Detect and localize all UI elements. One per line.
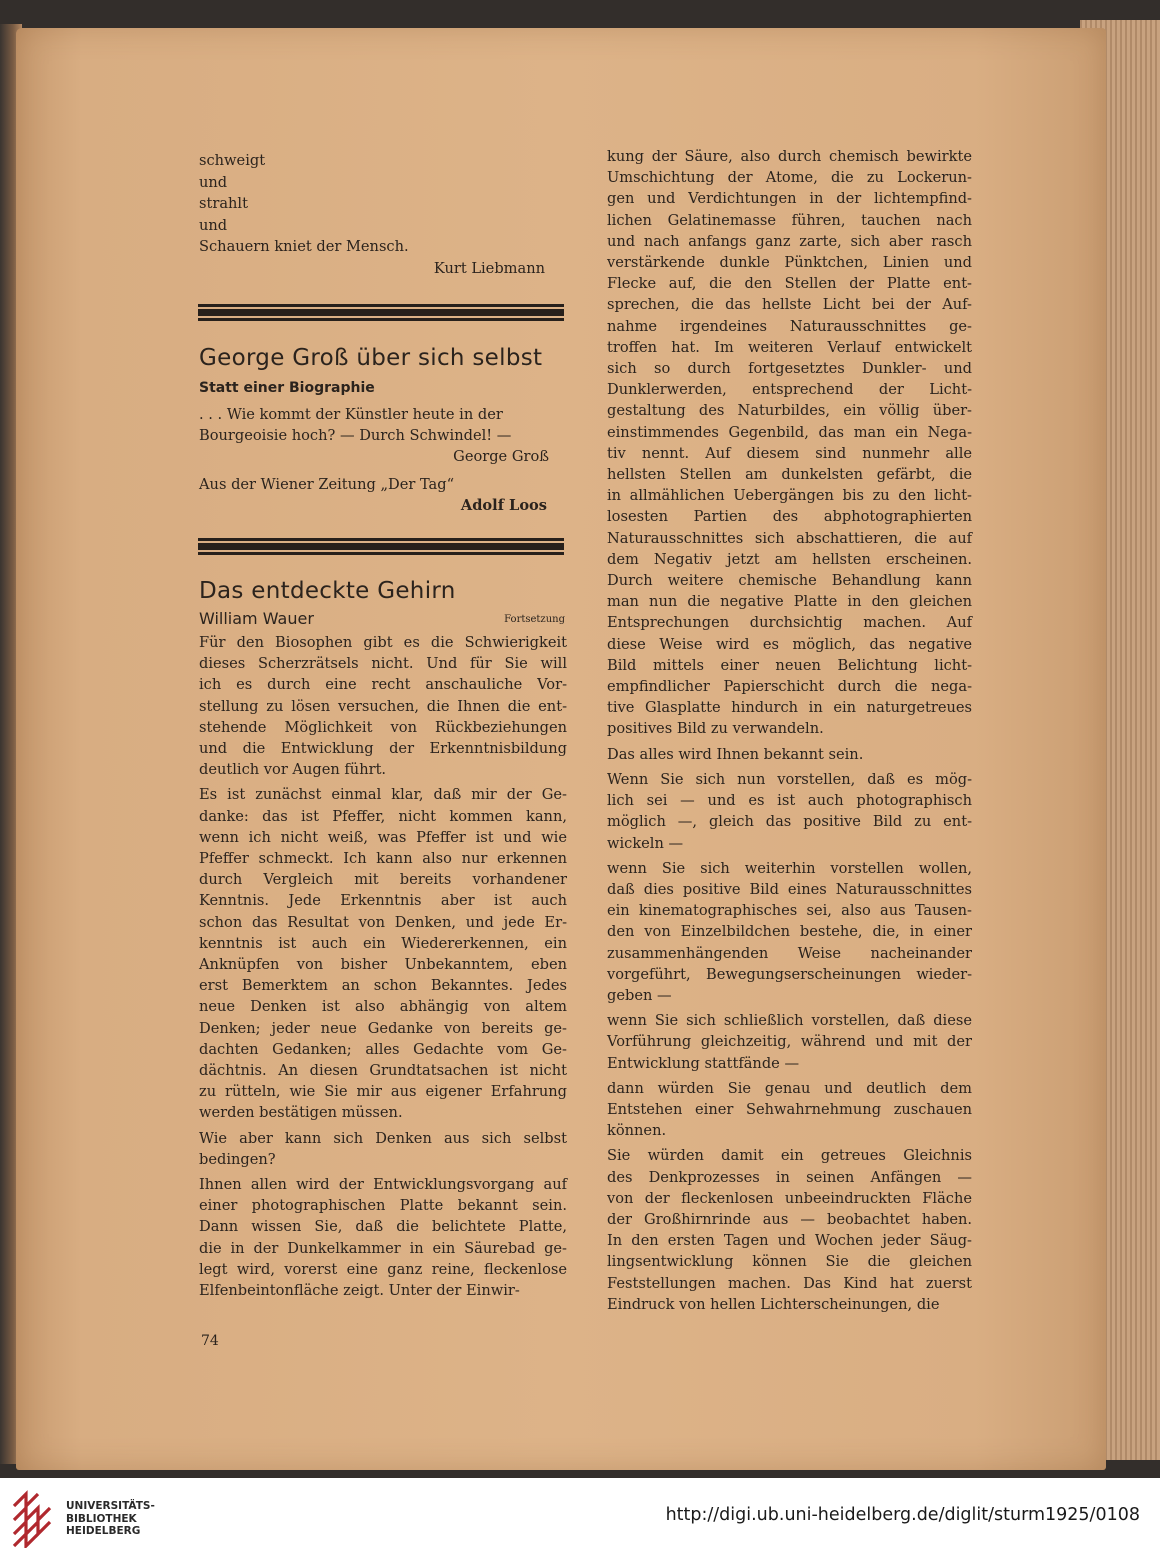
poem-line: schweigt [199,152,266,169]
source-url[interactable]: http://digi.ub.uni-heidelberg.de/diglit/sturm1925/0108 [665,1505,1140,1525]
text-line: stellung zu lösen versuchen, die Ihnen die ent- [199,697,567,715]
text-line: Anknüpfen von bisher Unbekanntem, eben [199,956,567,974]
text-line: wenn ich nicht weiß, was Pfeffer ist und wie [199,828,567,846]
text-line: von der fleckenlosen unbeeindruckten Fläche [607,1189,972,1207]
quote-author: George Groß [453,448,549,466]
article-author: William Wauer [199,609,314,628]
paragraph [199,1128,567,1170]
quote-signature: Adolf Loos [460,496,547,514]
text-line: wenn Sie sich schließlich vorstellen, daß diese [607,1012,972,1030]
poem-end [199,150,569,280]
text-line: Das alles wird Ihnen bekannt sein. [607,745,864,763]
paragraph [607,858,972,1006]
text-line: diese Weise wird es möglich, das negative [607,635,972,653]
text-line: ich es durch eine recht anschauliche Vor- [199,676,567,694]
poem-line: und [199,216,228,234]
paragraph [607,1145,972,1315]
text-line: nahme irgendeines Naturausschnittes ge- [607,317,972,335]
text-line: möglich —, gleich das positive Bild zu ent- [607,813,972,831]
text-line: tive Glasplatte hindurch in ein naturgetreues [607,699,972,717]
text-line: lichen Gelatinemasse führen, tauchen nach [607,211,972,229]
text-line: Wenn Sie sich nun vorstellen, daß es mög- [607,770,972,788]
text-line: dann würden Sie genau und deutlich dem [607,1079,972,1097]
text-line: bedingen? [199,1150,276,1168]
paragraph [199,1174,567,1301]
text-line: kung der Säure, also durch chemisch bewirkte [607,148,972,165]
poem-line: strahlt [199,195,248,213]
text-line: Bild mittels einer neuen Belichtung licht- [607,656,972,674]
text-line: und die Entwicklung der Erkenntnisbildung [199,740,567,758]
text-line: wickeln — [607,834,684,852]
text-line: wenn Sie sich weiterhin vorstellen wollen, [607,859,972,877]
text-line: dem Negativ jetzt am hellsten erscheinen. [607,550,972,568]
footer-bar [0,1478,1160,1558]
text-line: Denken; jeder neue Gedanke von bereits ge- [199,1019,567,1037]
text-line: empfindlicher Papierschicht durch die nega- [607,678,972,696]
paragraph [607,1010,972,1074]
text-line: Entsprechungen durchsichtig machen. Auf [607,614,972,632]
quote-line: Bourgeoisie hoch? — Durch Schwindel! — [199,427,512,445]
text-line: Vorführung gleichzeitig, während und mit der [607,1033,972,1051]
text-line: neue Denken ist also abhängig von altem [199,998,567,1016]
text-line: Dann wissen Sie, daß die belichtete Platte, [199,1218,567,1236]
text-line: legt wird, vorerst eine ganz reine, fleckenlose [199,1260,567,1278]
text-line: Wie aber kann sich Denken aus sich selbst [199,1129,567,1147]
text-line: Dunklerwerden, entsprechend der Licht- [607,381,972,399]
text-line: können. [607,1122,667,1140]
section-rule [198,304,564,321]
text-line: tiv nennt. Auf diesem sind nunmehr alle [607,444,972,462]
text-line: erst Bemerktem an schon Bekanntes. Jedes [199,977,567,995]
article-byline [199,609,565,628]
text-line: stehende Möglichkeit von Rückbeziehungen [199,718,567,736]
section-rule [198,538,564,555]
text-line: daß dies positive Bild eines Naturausschnittes [607,880,972,898]
text-line: vorgeführt, Bewegungserscheinungen wieder- [607,965,972,983]
text-line: zu rütteln, wie Sie mir aus eigener Erfahrung [199,1083,567,1101]
text-line: geben — [607,986,672,1004]
right-column-text [607,146,972,1319]
text-line: Elfenbeintonfläche zeigt. Unter der Einwir- [199,1282,520,1300]
library-name-line: UNIVERSITÄTS- [66,1500,155,1512]
poem-line: und [199,173,228,191]
text-line: in allmählichen Uebergängen bis zu den licht- [607,487,972,505]
paragraph [607,1078,972,1142]
text-line: die in der Dunkelkammer in ein Säurebad ge- [199,1239,567,1257]
text-line: Es ist zunächst einmal klar, daß mir der Ge- [199,786,567,804]
text-line: sich so durch fortgesetztes Dunkler- und [607,360,972,378]
text-line: Entwicklung stattfände — [607,1054,800,1072]
text-line: Sie würden damit ein getreues Gleichnis [607,1147,972,1165]
text-line: man nun die negative Platte in den gleichen [607,593,972,611]
library-name-line: BIBLIOTHEK [66,1512,137,1525]
continuation-note: Fortsetzung [504,614,565,625]
text-line: zusammenhängenden Weise nacheinander [607,944,972,962]
text-line: schon das Resultat von Denken, und jede Er- [199,913,567,931]
text-line: und nach anfangs ganz zarte, sich aber rasch [607,232,972,250]
text-line: Feststellungen machen. Das Kind hat zuerst [607,1274,972,1292]
text-line: troffen hat. Im weiteren Verlauf entwickelt [607,338,972,356]
paragraph [607,744,972,765]
article-title-gehirn: Das entdeckte Gehirn [199,578,456,604]
text-line: gen und Verdichtungen in der lichtempfind- [607,190,972,208]
text-line: Kenntnis. Jede Erkenntnis aber ist auch [199,892,567,910]
text-line: der Großhirnrinde aus — beobachtet haben. [607,1210,972,1228]
text-line: ein kinematographisches sei, also aus Tausen- [607,902,972,920]
text-line: Pfeffer schmeckt. Ich kann also nur erkennen [199,850,567,868]
text-line: den von Einzelbildchen bestehe, die, in einer [607,923,972,941]
text-line: losesten Partien des abphotographierten [607,508,972,526]
text-line: einstimmendes Gegenbild, das man ein Nega- [607,423,972,441]
quote-source: Aus der Wiener Zeitung „Der Tag“ [199,475,455,493]
text-line: Umschichtung der Atome, die zu Lockerun- [607,169,972,187]
text-line: Naturausschnittes sich abschattieren, die auf [607,529,972,547]
text-line: durch Vergleich mit bereits vorhandener [199,871,567,889]
text-line: lich sei — und es ist auch photographisch [607,792,972,810]
text-line: gestaltung des Naturbildes, ein völlig über- [607,402,972,420]
text-line: Flecke auf, die den Stellen der Platte ent- [607,275,972,293]
gross-quote-block [199,404,563,516]
paragraph [607,146,972,740]
quote-line: . . . Wie kommt der Künstler heute in der [199,406,503,423]
poem-line: Schauern kniet der Mensch. [199,238,409,256]
library-name-line: HEIDELBERG [66,1525,141,1537]
text-line: dieses Scherzrätsels nicht. Und für Sie will [199,655,567,673]
text-line: Durch weitere chemische Behandlung kann [607,572,972,590]
text-line: Eindruck von hellen Lichterscheinungen, die [607,1295,940,1313]
text-line: deutlich vor Augen führt. [199,761,387,779]
paragraph [199,632,567,780]
text-line: kenntnis ist auch ein Wiedererkennen, ein [199,934,567,952]
text-line: Für den Biosophen gibt es die Schwierigkeit [199,634,567,651]
text-line: In den ersten Tagen und Wochen jeder Säug- [607,1232,972,1250]
text-line: lingsentwicklung können Sie die gleichen [607,1253,972,1271]
text-line: dächtnis. An diesen Grundtatsachen ist nicht [199,1062,567,1080]
text-line: des Denkprozesses in seinen Anfängen — [607,1168,972,1186]
paragraph [607,769,972,854]
library-name [66,1500,155,1538]
text-line: Entstehen einer Sehwahrnehmung zuschauen [607,1100,972,1118]
text-line: dachten Gedanken; alles Gedachte vom Ge- [199,1040,567,1058]
left-column-text [199,632,567,1305]
text-line: danke: das ist Pfeffer, nicht kommen kann, [199,807,567,825]
text-line: Ihnen allen wird der Entwicklungsvorgang auf [199,1176,567,1194]
article-title-gross: George Groß über sich selbst [199,345,543,371]
text-line: verstärkende dunkle Pünktchen, Linien und [607,254,972,272]
text-line: werden bestätigen müssen. [199,1104,403,1122]
library-logo-icon [10,1488,62,1548]
page-number: 74 [201,1333,219,1349]
text-line: einer photographischen Platte bekannt sein. [199,1197,567,1215]
text-line: sprechen, die das hellste Licht bei der Auf- [607,296,972,314]
text-line: positives Bild zu verwandeln. [607,720,824,738]
paragraph [199,784,567,1123]
article-subtitle-gross: Statt einer Biographie [199,380,375,396]
poem-author: Kurt Liebmann [433,259,545,277]
text-line: hellsten Stellen am dunkelsten gefärbt, die [607,466,972,484]
